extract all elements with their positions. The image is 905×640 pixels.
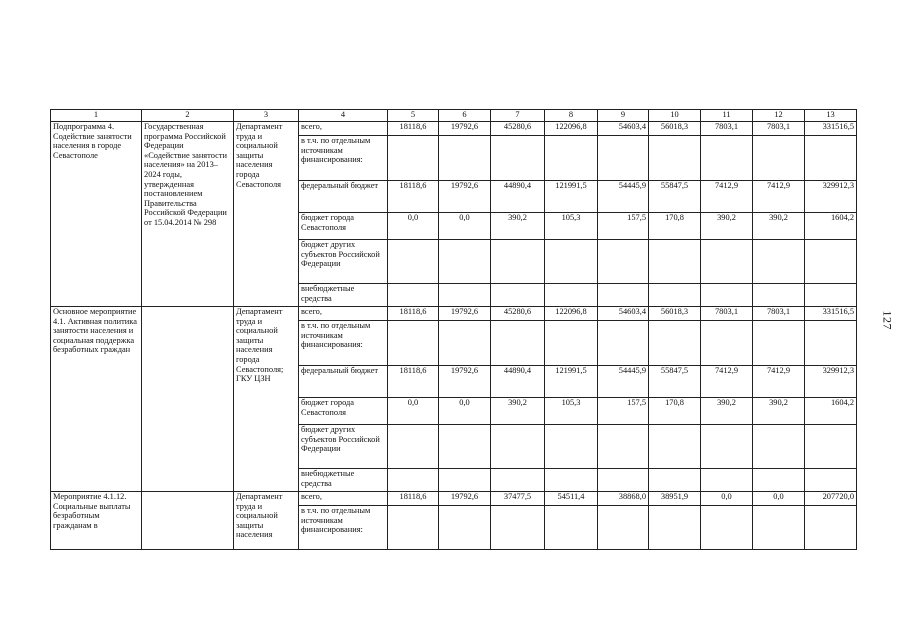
activity-name-cell: Подпрограмма 4. Содействие занятости населения в городе Севастополе <box>51 122 142 307</box>
amount-cell: 121991,5 <box>545 366 598 398</box>
amount-cell <box>491 425 545 469</box>
column-header: 8 <box>545 110 598 122</box>
column-header: 2 <box>142 110 234 122</box>
amount-cell: 18118,6 <box>388 366 439 398</box>
amount-cell: 18118,6 <box>388 122 439 136</box>
amount-cell: 329912,3 <box>805 366 857 398</box>
amount-cell <box>439 469 491 492</box>
amount-cell <box>439 506 491 550</box>
amount-cell <box>649 240 701 284</box>
amount-cell <box>701 284 753 307</box>
amount-cell: 55847,5 <box>649 366 701 398</box>
amount-cell <box>388 284 439 307</box>
amount-cell: 0,0 <box>753 492 805 506</box>
amount-cell <box>388 506 439 550</box>
funding-source-cell: внебюджетные средства <box>299 284 388 307</box>
executor-cell: Департамент труда и социальной защиты населения <box>234 492 299 550</box>
column-header: 11 <box>701 110 753 122</box>
amount-cell <box>805 240 857 284</box>
funding-source-cell: федеральный бюджет <box>299 366 388 398</box>
amount-cell: 7803,1 <box>701 122 753 136</box>
amount-cell: 44890,4 <box>491 366 545 398</box>
amount-cell <box>753 506 805 550</box>
program-cell <box>142 492 234 550</box>
program-cell: Государственная программа Российской Федерации «Содействие занятости населения» на 2013–2024 годы, утвержденная постановлением Правительства Российской Федерации от 15.04.2014 № 298 <box>142 122 234 307</box>
amount-cell <box>649 321 701 366</box>
amount-cell <box>753 469 805 492</box>
amount-cell: 0,0 <box>439 398 491 425</box>
amount-cell: 0,0 <box>388 213 439 240</box>
table-body <box>51 122 857 550</box>
amount-cell: 54445,9 <box>598 366 649 398</box>
amount-cell <box>388 469 439 492</box>
amount-cell: 7412,9 <box>753 366 805 398</box>
amount-cell: 170,8 <box>649 213 701 240</box>
amount-cell: 7412,9 <box>701 181 753 213</box>
funding-source-cell: бюджет других субъектов Российской Федерации <box>299 425 388 469</box>
amount-cell: 390,2 <box>753 398 805 425</box>
funding-source-cell: бюджет города Севастополя <box>299 213 388 240</box>
column-header: 3 <box>234 110 299 122</box>
funding-source-cell: в т.ч. по отдельным источникам финансирования: <box>299 321 388 366</box>
amount-cell <box>545 240 598 284</box>
column-header: 6 <box>439 110 491 122</box>
amount-cell: 121991,5 <box>545 181 598 213</box>
amount-cell: 390,2 <box>701 398 753 425</box>
amount-cell <box>598 136 649 181</box>
amount-cell: 18118,6 <box>388 307 439 321</box>
amount-cell: 329912,3 <box>805 181 857 213</box>
amount-cell: 19792,6 <box>439 181 491 213</box>
amount-cell <box>439 425 491 469</box>
amount-cell: 0,0 <box>439 213 491 240</box>
amount-cell <box>491 506 545 550</box>
amount-cell <box>388 136 439 181</box>
amount-cell: 390,2 <box>491 213 545 240</box>
amount-cell <box>649 284 701 307</box>
amount-cell: 54511,4 <box>545 492 598 506</box>
amount-cell: 56018,3 <box>649 122 701 136</box>
amount-cell <box>491 284 545 307</box>
amount-cell: 19792,6 <box>439 122 491 136</box>
amount-cell <box>805 425 857 469</box>
column-header: 10 <box>649 110 701 122</box>
amount-cell <box>439 240 491 284</box>
amount-cell <box>545 425 598 469</box>
column-header: 4 <box>299 110 388 122</box>
funding-source-cell: внебюджетные средства <box>299 469 388 492</box>
amount-cell <box>701 136 753 181</box>
executor-cell: Департамент труда и социальной защиты населения города Севастополя <box>234 122 299 307</box>
funding-source-cell: всего, <box>299 492 388 506</box>
amount-cell <box>598 321 649 366</box>
amount-cell: 55847,5 <box>649 181 701 213</box>
amount-cell <box>598 506 649 550</box>
amount-cell <box>545 284 598 307</box>
amount-cell: 105,3 <box>545 398 598 425</box>
column-number-row <box>51 110 857 122</box>
funding-source-cell: всего, <box>299 307 388 321</box>
amount-cell <box>753 425 805 469</box>
column-header: 7 <box>491 110 545 122</box>
amount-cell: 390,2 <box>701 213 753 240</box>
amount-cell: 331516,5 <box>805 122 857 136</box>
amount-cell <box>491 240 545 284</box>
amount-cell <box>753 240 805 284</box>
table-row <box>51 492 857 506</box>
amount-cell: 122096,8 <box>545 122 598 136</box>
amount-cell: 54603,4 <box>598 122 649 136</box>
amount-cell <box>545 506 598 550</box>
amount-cell: 207720,0 <box>805 492 857 506</box>
executor-cell: Департамент труда и социальной защиты населения города Севастополя; ГКУ ЦЗН <box>234 307 299 492</box>
amount-cell <box>598 284 649 307</box>
amount-cell: 18118,6 <box>388 492 439 506</box>
amount-cell <box>701 240 753 284</box>
amount-cell: 7412,9 <box>753 181 805 213</box>
activity-name-cell: Мероприятие 4.1.12. Социальные выплаты безработным гражданам в <box>51 492 142 550</box>
amount-cell <box>649 425 701 469</box>
funding-source-cell: бюджет других субъектов Российской Федерации <box>299 240 388 284</box>
amount-cell: 19792,6 <box>439 492 491 506</box>
amount-cell <box>439 321 491 366</box>
amount-cell <box>805 284 857 307</box>
amount-cell: 1604,2 <box>805 213 857 240</box>
activity-name-cell: Основное мероприятие 4.1. Активная политика занятости населения и социальная поддержка безработных граждан <box>51 307 142 492</box>
amount-cell <box>545 469 598 492</box>
amount-cell <box>439 136 491 181</box>
amount-cell: 390,2 <box>753 213 805 240</box>
amount-cell <box>701 321 753 366</box>
amount-cell <box>805 136 857 181</box>
amount-cell <box>388 425 439 469</box>
amount-cell: 45280,6 <box>491 122 545 136</box>
program-cell <box>142 307 234 492</box>
budget-table <box>50 109 857 550</box>
amount-cell: 170,8 <box>649 398 701 425</box>
amount-cell <box>753 321 805 366</box>
funding-source-cell: в т.ч. по отдельным источникам финансирования: <box>299 506 388 550</box>
amount-cell <box>701 469 753 492</box>
amount-cell <box>805 506 857 550</box>
amount-cell: 0,0 <box>388 398 439 425</box>
amount-cell: 7803,1 <box>701 307 753 321</box>
amount-cell <box>701 425 753 469</box>
funding-source-cell: всего, <box>299 122 388 136</box>
amount-cell <box>545 321 598 366</box>
amount-cell <box>388 240 439 284</box>
funding-source-cell: в т.ч. по отдельным источникам финансирования: <box>299 136 388 181</box>
amount-cell <box>388 321 439 366</box>
funding-source-cell: федеральный бюджет <box>299 181 388 213</box>
amount-cell <box>649 136 701 181</box>
amount-cell: 19792,6 <box>439 366 491 398</box>
amount-cell: 390,2 <box>491 398 545 425</box>
amount-cell <box>491 136 545 181</box>
amount-cell: 38868,0 <box>598 492 649 506</box>
amount-cell: 157,5 <box>598 398 649 425</box>
amount-cell <box>805 469 857 492</box>
amount-cell <box>598 425 649 469</box>
amount-cell: 331516,5 <box>805 307 857 321</box>
amount-cell: 7803,1 <box>753 122 805 136</box>
amount-cell: 56018,3 <box>649 307 701 321</box>
amount-cell <box>545 136 598 181</box>
amount-cell <box>491 469 545 492</box>
table-row <box>51 307 857 321</box>
amount-cell: 1604,2 <box>805 398 857 425</box>
amount-cell: 44890,4 <box>491 181 545 213</box>
amount-cell: 105,3 <box>545 213 598 240</box>
table-row <box>51 122 857 136</box>
page-number: 127 <box>880 310 895 330</box>
amount-cell: 0,0 <box>701 492 753 506</box>
amount-cell: 122096,8 <box>545 307 598 321</box>
funding-source-cell: бюджет города Севастополя <box>299 398 388 425</box>
amount-cell <box>491 321 545 366</box>
amount-cell: 54603,4 <box>598 307 649 321</box>
amount-cell <box>753 136 805 181</box>
amount-cell: 45280,6 <box>491 307 545 321</box>
amount-cell: 157,5 <box>598 213 649 240</box>
amount-cell <box>598 469 649 492</box>
column-header: 5 <box>388 110 439 122</box>
amount-cell: 38951,9 <box>649 492 701 506</box>
amount-cell: 37477,5 <box>491 492 545 506</box>
amount-cell <box>701 506 753 550</box>
amount-cell <box>753 284 805 307</box>
amount-cell: 18118,6 <box>388 181 439 213</box>
amount-cell <box>598 240 649 284</box>
column-header: 13 <box>805 110 857 122</box>
amount-cell <box>439 284 491 307</box>
amount-cell: 19792,6 <box>439 307 491 321</box>
amount-cell: 7412,9 <box>701 366 753 398</box>
column-header: 12 <box>753 110 805 122</box>
amount-cell: 7803,1 <box>753 307 805 321</box>
amount-cell <box>649 506 701 550</box>
amount-cell <box>805 321 857 366</box>
column-header: 1 <box>51 110 142 122</box>
column-header: 9 <box>598 110 649 122</box>
amount-cell: 54445,9 <box>598 181 649 213</box>
amount-cell <box>649 469 701 492</box>
